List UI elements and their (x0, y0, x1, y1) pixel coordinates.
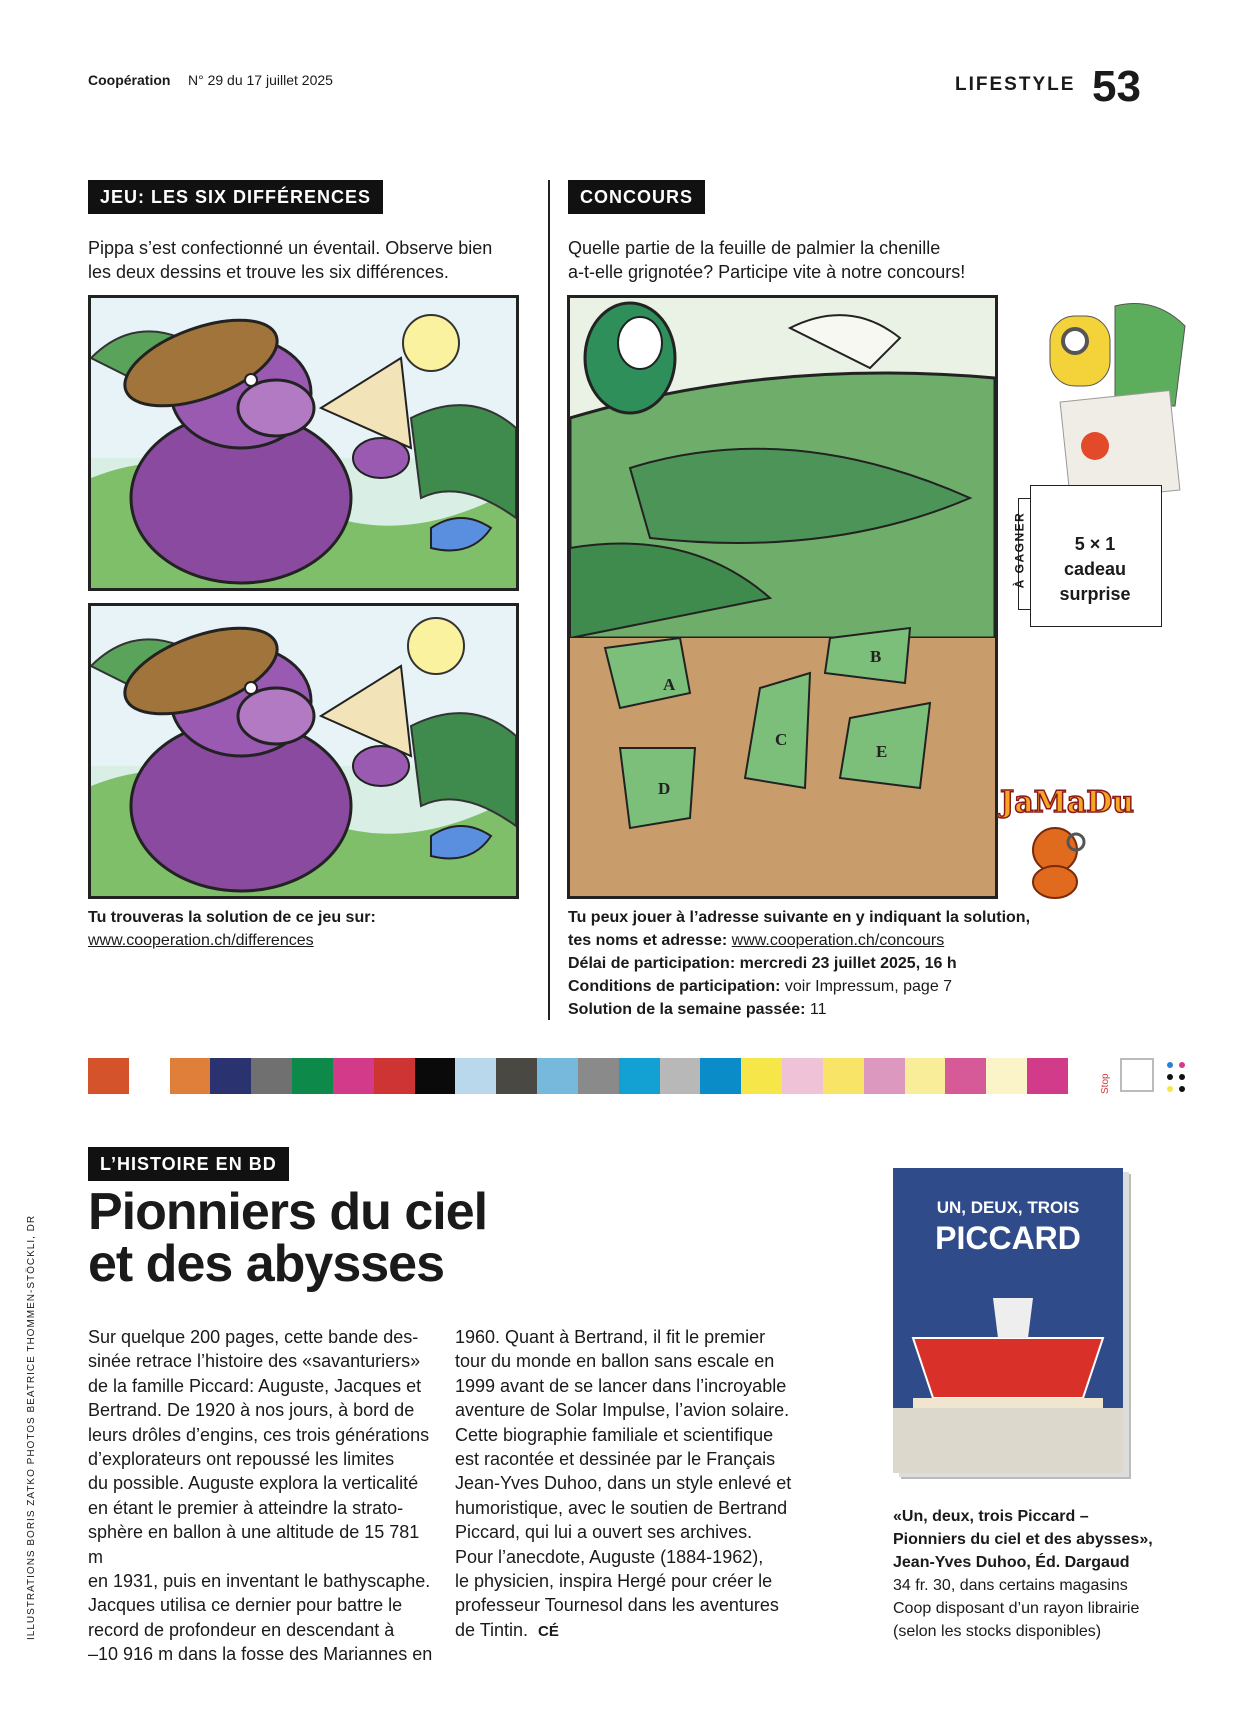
contest-conditions-value: voir Impressum, page 7 (784, 978, 953, 995)
article-line: sinée retrace l’histoire des «savanturiers» (88, 1351, 421, 1372)
last-solution-label: Solution de la semaine passée: (568, 1001, 806, 1018)
print-color-bar (88, 1058, 1068, 1094)
article-line: en 1931, puis en inventant le bathyscaphe. (88, 1571, 431, 1592)
hippo-illustration (91, 606, 516, 896)
contest-question-line: a-t-elle grignotée? Participe vite à notre concours! (568, 262, 966, 282)
article-line: –10 916 m dans la fosse des Mariannes en (88, 1644, 433, 1665)
contest-tag: CONCOURS (568, 180, 705, 214)
color-swatch (945, 1058, 986, 1094)
color-swatch (251, 1058, 292, 1094)
column-divider (548, 180, 550, 1020)
book-info-line: Jean-Yves Duhoo, Éd. Dargaud (893, 1554, 1130, 1571)
article-line: Piccard, qui lui a ouvert ses archives. (455, 1522, 753, 1543)
section-title: LIFESTYLE (955, 74, 1076, 95)
book-info-line: «Un, deux, trois Piccard – (893, 1508, 1089, 1525)
article-line: Jean-Yves Duhoo, dans un style enlevé et (455, 1473, 792, 1494)
article-title-line: Pionniers du ciel (88, 1183, 488, 1241)
color-swatch (741, 1058, 782, 1094)
article-line: Sur quelque 200 pages, cette bande des- (88, 1327, 419, 1347)
article-line: aventure de Solar Impulse, l’avion solaire. (455, 1400, 790, 1421)
contest-info (568, 906, 1030, 1021)
game-solution (88, 906, 376, 952)
contest-drawing (567, 295, 998, 899)
prize-line: 5 × 1 (1074, 534, 1116, 554)
article-line: tour du monde en ballon sans escale en (455, 1351, 775, 1372)
color-swatch (496, 1058, 537, 1094)
article-title (88, 1183, 488, 1293)
contest-play-line: Tu peux jouer à l’adresse suivante en y indiquant la solution, (568, 909, 1031, 926)
book-cover-title2: PICCARD (935, 1220, 1081, 1256)
issue-date: N° 29 du 17 juillet 2025 (188, 72, 333, 88)
color-swatch (88, 1058, 129, 1094)
article-title-line: et des abysses (88, 1235, 445, 1293)
registration-square (1120, 1058, 1154, 1092)
color-swatch (455, 1058, 496, 1094)
prize-line: cadeau (1063, 559, 1127, 579)
jamadu-logo: JaMaDu (1000, 785, 1135, 820)
article-line: 1960. Quant à Bertrand, il fit le premier (455, 1327, 766, 1347)
book-info-line: (selon les stocks disponibles) (893, 1623, 1102, 1640)
page-number: 53 (1092, 62, 1141, 111)
article-line: Pour l’anecdote, Auguste (1884-1962), (455, 1546, 764, 1567)
stop-label: Stop (1100, 1073, 1111, 1094)
color-swatch (700, 1058, 741, 1094)
article-line: du possible. Auguste explora la verticalité (88, 1473, 419, 1494)
book-cover-art (893, 1288, 1123, 1473)
author-signature: CÉ (538, 1622, 559, 1640)
article-column-1 (88, 1325, 433, 1667)
contest-question (568, 236, 965, 284)
caterpillar-leaf-illustration (570, 298, 995, 896)
game-tag: JEU: LES SIX DIFFÉRENCES (88, 180, 383, 214)
article-line: en étant le premier à atteindre la strato- (88, 1497, 404, 1518)
prize-side-text: À GAGNER (1012, 511, 1027, 589)
game-intro-line: les deux dessins et trouve les six différences. (88, 262, 449, 282)
prize-line: surprise (1059, 584, 1131, 604)
article-line: Cette biographie familiale et scientifique (455, 1424, 774, 1445)
article-line: Jacques utilisa ce dernier pour battre le (88, 1595, 403, 1616)
game-intro-line: Pippa s’est confectionné un éventail. Observe bien (88, 238, 493, 258)
color-swatch (823, 1058, 864, 1094)
color-swatch (905, 1058, 946, 1094)
book-info-line: Coop disposant d’un rayon librairie (893, 1600, 1140, 1617)
color-swatch (537, 1058, 578, 1094)
article-line: Bertrand. De 1920 à nos jours, à bord de (88, 1400, 415, 1421)
jamadu-mascot-image (1020, 820, 1100, 900)
contest-question-line: Quelle partie de la feuille de palmier la chenille (568, 238, 941, 258)
article-line: de Tintin. CÉ (455, 1619, 559, 1640)
color-swatch (660, 1058, 701, 1094)
color-swatch (129, 1058, 170, 1094)
article-line: record de profondeur en descendant à (88, 1619, 395, 1640)
leaf-label-d: D (658, 779, 671, 798)
color-swatch (415, 1058, 456, 1094)
leaf-label-a: A (663, 675, 676, 694)
article-line: leurs drôles d’engins, ces trois générations (88, 1424, 430, 1445)
article-line: humoristique, avec le soutien de Bertrand (455, 1497, 788, 1518)
article-line: le physicien, inspira Hergé pour créer le (455, 1571, 773, 1592)
book-cover (893, 1168, 1123, 1473)
color-swatch (1027, 1058, 1068, 1094)
color-swatch (292, 1058, 333, 1094)
game-intro (88, 236, 492, 284)
book-info (893, 1505, 1153, 1643)
color-swatch (864, 1058, 905, 1094)
article-column-2 (455, 1325, 800, 1644)
contest-deadline: Délai de participation: mercredi 23 juillet 2025, 16 h (568, 955, 957, 972)
color-swatch (619, 1058, 660, 1094)
differences-drawing-bottom (88, 603, 519, 899)
contest-conditions-label: Conditions de participation: (568, 978, 781, 995)
article-line: 1999 avant de se lancer dans l’incroyable (455, 1375, 787, 1396)
leaf-label-b: B (870, 647, 882, 666)
article-line: de la famille Piccard: Auguste, Jacques et (88, 1375, 422, 1396)
leaf-label-c: C (775, 730, 788, 749)
hippo-illustration (91, 298, 516, 588)
article-line: d’explorateurs ont repoussé les limites (88, 1449, 395, 1470)
book-info-line: 34 fr. 30, dans certains magasins (893, 1577, 1128, 1594)
game-solution-label: Tu trouveras la solution de ce jeu sur: (88, 909, 376, 926)
article-line: sphère en ballon à une altitude de 15 781 m (88, 1522, 420, 1567)
game-solution-link[interactable]: www.cooperation.ch/differences (88, 932, 314, 949)
color-swatch (210, 1058, 251, 1094)
color-swatch (578, 1058, 619, 1094)
prize-description (1045, 532, 1145, 607)
book-cover-title1: UN, DEUX, TROIS (936, 1198, 1080, 1217)
article-line: est racontée et dessinée par le Français (455, 1449, 776, 1470)
leaf-label-e: E (876, 742, 888, 761)
prize-gifts-image (1045, 296, 1195, 516)
article-line: professeur Tournesol dans les aventures (455, 1595, 779, 1616)
publication-name: Coopération (88, 72, 171, 88)
color-swatch (986, 1058, 1027, 1094)
differences-drawing-top (88, 295, 519, 591)
photo-credits: ILLUSTRATIONS BORIS ZATKO PHOTOS BEATRICE THOMMEN-STÖCKLI, DR (26, 1214, 37, 1640)
book-info-line: Pionniers du ciel et des abysses», (893, 1531, 1153, 1548)
color-swatch (333, 1058, 374, 1094)
contest-link[interactable]: www.cooperation.ch/concours (731, 932, 945, 949)
contest-address-label: tes noms et adresse: (568, 932, 728, 949)
color-swatch (782, 1058, 823, 1094)
article-tag: L’HISTOIRE EN BD (88, 1147, 289, 1181)
registration-dots-icon (1165, 1060, 1189, 1094)
last-solution-value: 11 (809, 1001, 827, 1018)
color-swatch (374, 1058, 415, 1094)
color-swatch (170, 1058, 211, 1094)
